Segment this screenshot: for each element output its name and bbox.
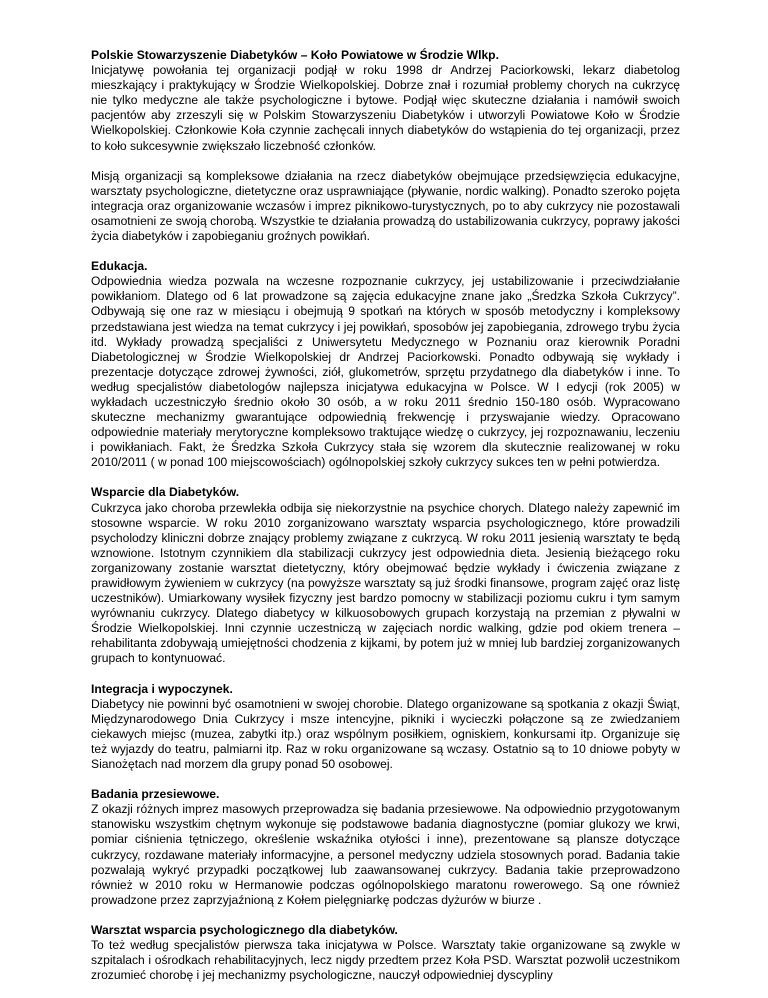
intro-paragraph-2: Misją organizacji są kompleksowe działania na rzecz diabetyków obejmujące przedsięwzięcia edukacyjne, warsztaty psychologiczne, dietetyczne oraz usprawniające (pływanie, nordic walking). Ponadto szeroko pojęta integracja oraz organizowanie wczasów i imprez piknikowo-turystycznych, po to aby cukrzycy nie pozostawali osamotnieni ze swoją chorobą. Wszystkie te działania prowadzą do ustabilizowania cukrzycy, poprawy jakości życia diabetyków i zapobieganiu groźnych powikłań. — [91, 168, 680, 244]
warsztat-heading: Warsztat wsparcia psychologicznego dla diabetyków. — [91, 922, 398, 937]
integracja-section — [91, 682, 680, 773]
badania-heading: Badania przesiewowe. — [91, 787, 220, 802]
integracja-heading: Integracja i wypoczynek. — [91, 681, 233, 696]
warsztat-text: To też według specjalistów pierwsza taka inicjatywa w Polsce. Warsztaty takie organizowane są zwykle w szpitalach i ośrodkach rehabilitacyjnych, lecz nigdy przedtem przez Koła PSD. Warsztat pozwolił uczestnikom zrozumieć chorobę i jej mechanizmy psychologiczne, nauczył odpowiedniej dyscypliny — [91, 937, 680, 983]
intro-section — [91, 48, 680, 244]
document-title: Polskie Stowarzyszenie Diabetyków – Koło Powiatowe w Środzie Wlkp. — [91, 48, 499, 62]
wsparcie-heading: Wsparcie dla Diabetyków. — [91, 485, 240, 500]
wsparcie-section — [91, 485, 680, 666]
document-page — [91, 48, 680, 998]
badania-section — [91, 787, 680, 908]
warsztat-section — [91, 923, 680, 983]
badania-text: Z okazji różnych imprez masowych przeprowadza się badania przesiewowe. Na odpowiednio przygotowanym stanowisku wszystkim chętnym wykonuje się podstawowe badania diagnostyczne (pomiar glukozy we krwi, pomiar ciśnienia tętniczego, określenie wskaźnika otyłości i inne), prezentowane są plansze dotyczące cukrzycy, rozdawane materiały informacyjne, a personel medyczny udziela stosownych porad. Badania takie pozwalają wykryć przypadki początkowej lub zaawansowanej cukrzycy. Badania takie przeprowadzono również w 2010 roku w Hermanowie podczas ogólnopolskiego maratonu rowerowego. Są one również prowadzone przez zaprzyjaźnioną z Kołem pielęgniarkę podczas dyżurów w biurze . — [91, 802, 680, 907]
wsparcie-text: Cukrzyca jako choroba przewlekła odbija się niekorzystnie na psychice chorych. Dlatego należy zapewnić im stosowne wsparcie. W roku 2010 zorganizowano warsztaty wsparcia psychologicznego, które prowadzili psycholodzy kliniczni dobrze znający problemy związane z cukrzycą. W roku 2011 jesienią warsztaty te będą wznowione. Istotnym czynnikiem dla stabilizacji cukrzycy jest odpowiednia dieta. Jesienią bieżącego roku zorganizowany zostanie warsztat dietetyczny, który obejmować będzie wykłady i ćwiczenia związane z prawidłowym żywieniem w cukrzycy (na powyższe warsztaty są już środki finansowe, program zajęć oraz listę uczestników). Umiarkowany wysiłek fizyczny jest bardzo pomocny w stabilizacji poziomu cukru i tym samym wyrównaniu cukrzycy. Dlatego diabetycy w kilkuosobowych grupach korzystają na przemian z pływalni w Środzie Wielkopolskiej. Inni czynnie uczestniczą w zajęciach nordic walking, gdzie pod okiem trenera – rehabilitanta zdobywają umiejętności chodzenia z kijkami, by potem już w mniej lub bardziej zorganizowanych grupach to kontynuować. — [91, 500, 680, 666]
edukacja-section — [91, 259, 680, 470]
edukacja-text: Odpowiednia wiedza pozwala na wczesne rozpoznanie cukrzycy, jej ustabilizowanie i przeciwdziałanie powikłaniom. Dlatego od 6 lat prowadzone są zajęcia edukacyjne znane jako „Średzka Szkoła Cukrzycy”. Odbywają się one raz w miesiącu i obejmują 9 spotkań na których w sposób metodyczny i kompleksowy przedstawiana jest wiedza na temat cukrzycy i jej powikłań, sposobów jej zapobiegania, zdrowego trybu życia itd. Wykłady prowadzą specjaliści z Uniwersytetu Medycznego w Poznaniu oraz kierownik Poradni Diabetologicznej w Środzie Wielkopolskiej dr Andrzej Paciorkowski. Ponadto odbywają się wykłady i prezentacje dotyczące zdrowej żywności, ziół, glukometrów, sprzętu przydatnego dla diabetyków i inne. To według specjalistów diabetologów najlepsza inicjatywa edukacyjna w Polsce. W I edycji (rok 2005) w wykładach uczestniczyło średnio około 30 osób, a w roku 2011 średnio 150-180 osób. Wypracowano skuteczne mechanizmy gwarantujące odpowiednią frekwencję i przyswajanie wiedzy. Opracowano odpowiednie materiały merytoryczne kompleksowo traktujące wiedzę o cukrzycy, jej rozpoznawaniu, leczeniu i powikłaniach. Fakt, że Średzka Szkoła Cukrzycy stała się wzorem dla skutecznie realizowanej w roku 2010/2011 ( w ponad 100 miejscowościach) ogólnopolskiej szkoły cukrzycy sukces ten w pełni potwierdza. — [91, 274, 680, 470]
intro-paragraph-1: Inicjatywę powołania tej organizacji podjął w roku 1998 dr Andrzej Paciorkowski, lekarz diabetolog mieszkający i praktykujący w Środzie Wielkopolskiej. Dobrze znał i rozumiał problemy chorych na cukrzycę nie tylko medyczne ale także psychologiczne i bytowe. Podjął więc skuteczne działania i namówił swoich pacjentów aby zrzeszyli się w Polskim Stowarzyszeniu Diabetyków i utworzyli Powiatowe Koło w Środzie Wielkopolskiej. Członkowie Koła czynnie zachęcali innych diabetyków do wstąpienia do tej organizacji, przez to koło sukcesywnie zwiększało liczebność członków. — [91, 63, 680, 153]
edukacja-heading: Edukacja. — [91, 259, 148, 274]
integracja-text: Diabetycy nie powinni być osamotnieni w swojej chorobie. Dlatego organizowane są spotkania z okazji Świąt, Międzynarodowego Dnia Cukrzycy i msze intencyjne, pikniki i wycieczki połączone są ze zwiedzaniem ciekawych miejsc (muzea, zabytki itp.) oraz wspólnym posiłkiem, ogniskiem, konkursami itp. Organizuje się też wyjazdy do teatru, palmiarni itp. Raz w roku organizowane są wczasy. Ostatnio są to 10 dniowe pobyty w Sianożętach nad morzem dla grupy ponad 50 osobowej. — [91, 696, 680, 772]
